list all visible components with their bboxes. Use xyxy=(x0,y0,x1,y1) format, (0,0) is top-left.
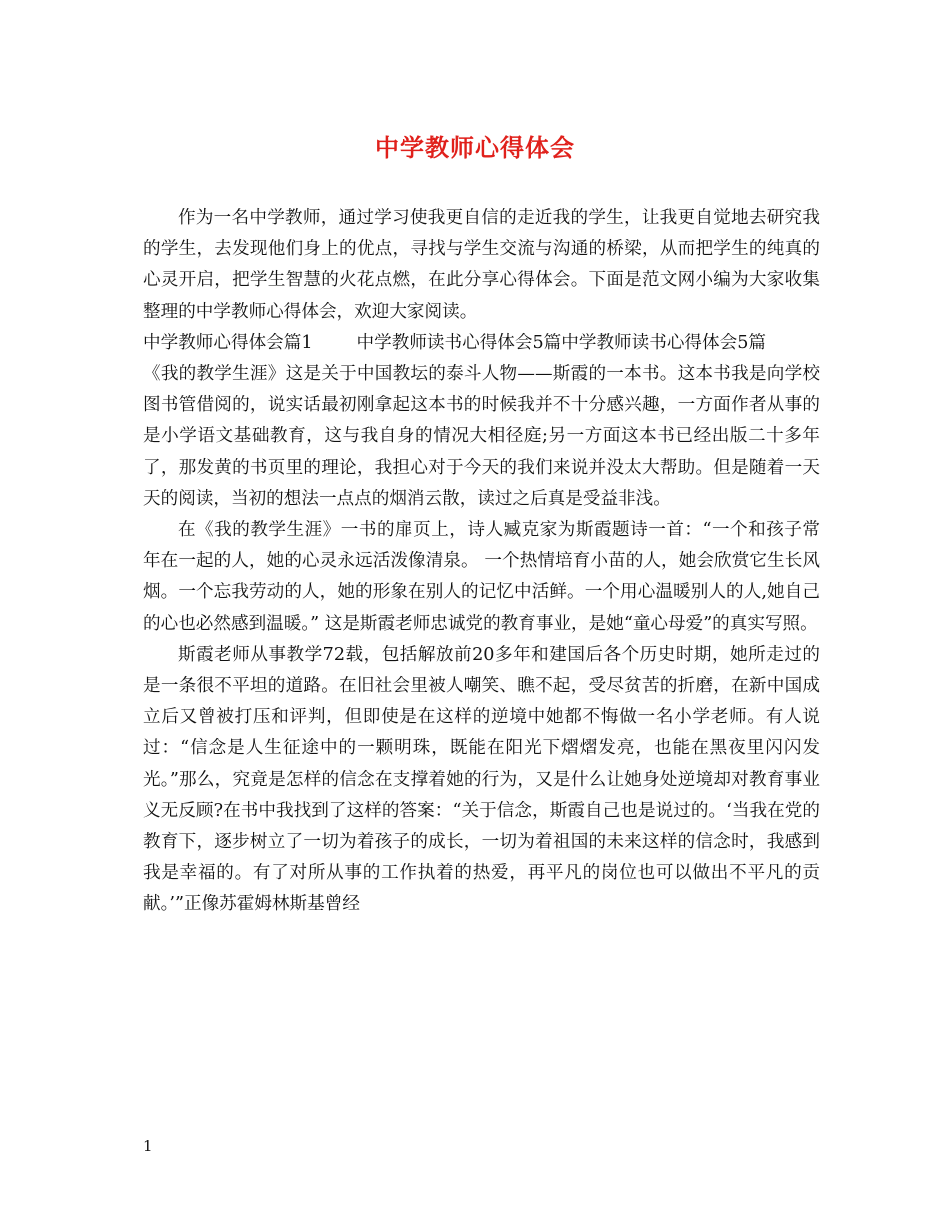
body-paragraph-3: 斯霞老师从事教学72载，包括解放前20多年和建国后各个历史时期，她所走过的是一条很不平坦的道路。在旧社会里被人嘲笑、瞧不起，受尽贫苦的折磨，在新中国成立后又曾被打压和评判，但即使是在这样的逆境中她都不悔做一名小学老师。有人说过：“信念是人生征途中的一颗明珠，既能在阳光下熠熠发亮，也能在黑夜里闪闪发光。”那么，究竟是怎样的信念在支撑着她的行为，又是什么让她身处逆境却对教育事业义无反顾?在书中我找到了这样的答案：“关于信念，斯霞自己也是说过的。‘当我在党的教育下，逐步树立了一切为着孩子的成长，一切为着祖国的未来这样的信念时，我感到我是幸福的。有了对所从事的工作执着的热爱，再平凡的岗位也可以做出不平凡的贡献。’”正像苏霍姆林斯基曾经 xyxy=(143,644,820,915)
page-number: 1 xyxy=(143,1137,153,1155)
section-heading-line xyxy=(143,328,820,359)
body-paragraph-2: 在《我的教学生涯》一书的扉页上，诗人臧克家为斯霞题诗一首：“一个和孩子常年在一起的人，她的心灵永远活泼像清泉。 一个热情培育小苗的人，她会欣赏它生长风烟。一个忘我劳动的人，她的形象在别人的记忆中活鲜。一个用心温暖别人的人,她自己的心也必然感到温暖。” 这是斯霞老师忠诚党的教育事业，是她“童心母爱”的真实写照。 xyxy=(143,520,820,634)
section-subheading: 中学教师读书心得体会5篇中学教师读书心得体会5篇 xyxy=(356,332,766,353)
section-heading: 中学教师心得体会篇1 xyxy=(143,332,313,353)
document-body xyxy=(143,203,820,921)
document-title: 中学教师心得体会 xyxy=(375,133,575,162)
intro-paragraph: 作为一名中学教师，通过学习使我更自信的走近我的学生，让我更自觉地去研究我的学生，去发现他们身上的优点，寻找与学生交流与沟通的桥梁，从而把学生的纯真的心灵开启，把学生智慧的火花点燃，在此分享心得体会。下面是范文网小编为大家收集整理的中学教师心得体会，欢迎大家阅读。 xyxy=(143,208,820,322)
body-paragraph-1: 《我的教学生涯》这是关于中国教坛的泰斗人物——斯霞的一本书。这本书我是向学校图书管借阅的，说实话最初刚拿起这本书的时候我并不十分感兴趣，一方面作者从事的是小学语文基础教育，这与我自身的情况大相径庭;另一方面这本书已经出版二十多年了，那发黄的书页里的理论，我担心对于今天的我们来说并没太大帮助。但是随着一天天的阅读，当初的想法一点点的烟消云散，读过之后真是受益非浅。 xyxy=(143,364,820,509)
